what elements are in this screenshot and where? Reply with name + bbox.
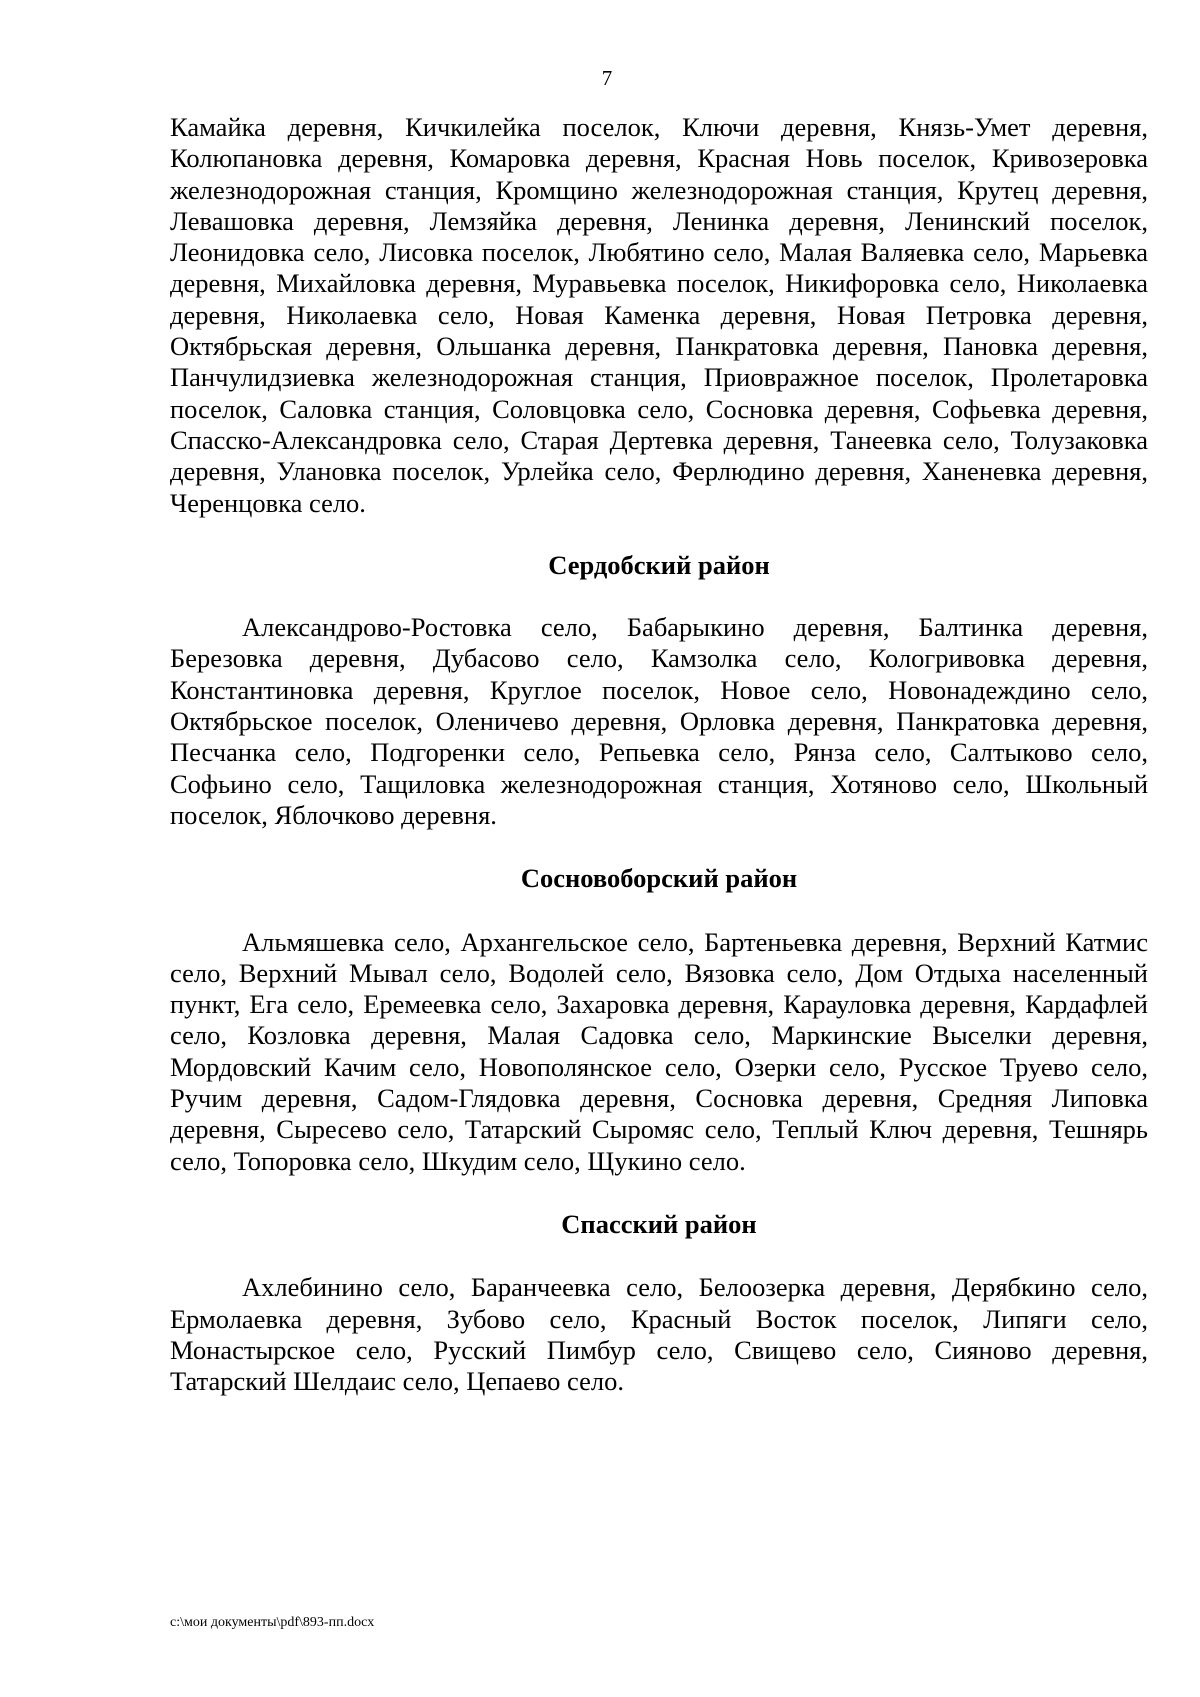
section-heading-serdobsky: Сердобский район	[548, 549, 770, 580]
page-number: 7	[601, 66, 613, 90]
section-heading-spassky: Спасский район	[561, 1208, 757, 1239]
section-text-serdobsky: Александрово-Ростовка село, Бабарыкино деревня, Балтинка деревня, Березовка деревня, Дубасово село, Камзолка село, Кологривовка деревня, Константиновка деревня, Круглое поселок, Новое село, Новонадеждино село, Октябрьское поселок, Оленичево деревня, Орловка деревня, Панкратовка деревня, Песчанка село, Подгоренки село, Репьевка село, Рянза село, Салтыково село, Софьино село, Тащиловка железнодорожная станция, Хотяново село, Школьный поселок, Яблочково деревня.	[170, 612, 1148, 830]
continuation-paragraph: Камайка деревня, Кичкилейка поселок, Ключи деревня, Князь-Умет деревня, Колюпановка деревня, Комаровка деревня, Красная Новь поселок, Кривозеровка железнодорожная станция, Кромщино железнодорожная станция, Крутец деревня, Левашовка деревня, Лемзяйка деревня, Ленинка деревня, Ленинский поселок, Леонидовка село, Лисовка поселок, Любятино село, Малая Валяевка село, Марьевка деревня, Михайловка деревня, Муравьевка поселок, Никифоровка село, Николаевка деревня, Николаевка село, Новая Каменка деревня, Новая Петровка деревня, Октябрьская деревня, Ольшанка деревня, Панкратовка деревня, Пановка деревня, Панчулидзиевка железнодорожная станция, Приовражное поселок, Пролетаровка поселок, Саловка станция, Соловцовка село, Сосновка деревня, Софьевка деревня, Спасско-Александровка село, Старая Дертевка деревня, Танеевка село, Толузаковка деревня, Улановка поселок, Урлейка село, Ферлюдино деревня, Ханеневка деревня, Черенцовка село.	[170, 112, 1148, 518]
section-text-sosnovoborsky: Альмяшевка село, Архангельское село, Бартеньевка деревня, Верхний Катмис село, Верхний Мывал село, Водолей село, Вязовка село, Дом Отдыха населенный пункт, Ега село, Еремеевка село, Захаровка деревня, Карауловка деревня, Кардафлей село, Козловка деревня, Малая Садовка село, Маркинские Выселки деревня, Мордовский Качим село, Новополянское село, Озерки село, Русское Труево село, Ручим деревня, Садом-Глядовка деревня, Сосновка деревня, Средняя Липовка деревня, Сыресево село, Татарский Сыромяс село, Теплый Ключ деревня, Тешнярь село, Топоровка село, Шкудим село, Щукино село.	[170, 926, 1148, 1176]
section-text-spassky: Ахлебинино село, Баранчеевка село, Белоозерка деревня, Дерябкино село, Ермолаевка деревня, Зубово село, Красный Восток поселок, Липяги село, Монастырское село, Русский Пимбур село, Свищево село, Сияново деревня, Татарский Шелдаис село, Цепаево село.	[170, 1272, 1148, 1397]
footer-file-path: c:\мои документы\pdf\893-пп.docx	[170, 1615, 375, 1630]
section-heading-sosnovoborsky: Сосновоборский район	[520, 863, 798, 894]
document-body	[170, 112, 1148, 1397]
